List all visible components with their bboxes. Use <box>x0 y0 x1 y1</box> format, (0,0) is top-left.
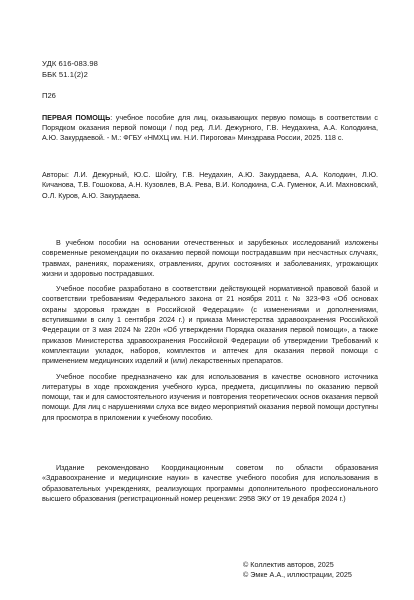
authors-list: Авторы: Л.И. Дежурный, Ю.С. Шойгу, Г.В. Неудахин, А.Ю. Закурдаева, А.А. Колодкин, Л.Ю. Кичанова, Т.В. Гошокова, А.Н. Кузовлев, В.А. Рева, В.И. Колодкина, С.А. Гуменюк, А.И. Махновский, О.Л. Куров, А.Ю. Закурдаева. <box>42 170 378 200</box>
copyright-line: © Эмке А.А., иллюстрации, 2025 <box>243 570 352 579</box>
abstract-paragraph: Учебное пособие разработано в соответствии действующей нормативной правовой базой и соответствии требованиям Федерального закона от 21 ноября 2011 г. № 323-ФЗ «Об основах охраны здоровья граждан в Российской Федерации» (с изменениями и дополнениями, вступившими в силу 1 сентября 2024 г.) и приказа Министерства здравоохранения Российской Федерации от 3 мая 2024 № 220н «Об утверждении Порядка оказания первой помощи», а также приказов Министерства здравоохранения Российской Федерации об утверждении Требований к комплектации укладок, наборов, комплектов и аптечек для оказания первой помощи с применением медицинских изделий и (или) лекарственных препаратов. <box>42 284 378 366</box>
udk-code: УДК 616-083.98 <box>42 59 98 68</box>
abstract-paragraph: В учебном пособии на основании отечественных и зарубежных исследований изложены современные рекомендации по оказанию первой помощи пострадавшим при несчастных случаях, травмах, ранениях, поражениях, отравлениях, других состояниях и заболеваниях, угрожающих жизни и здоровью пострадавших. <box>42 238 378 278</box>
bibliographic-details: : учебное пособие для лиц, оказывающих первую помощь в соответствии с Порядком оказания первой помощи / под ред. Л.И. Дежурного, Г.В. Неудахина, А.А. Колодкина, А.Ю. Закурдаевой. - М.: ФГБУ «НМХЦ им. Н.И. Пирогова» Минздрава России, 2025. 118 с. <box>42 113 379 142</box>
approval-paragraph: Издание рекомендовано Координационным советом по области образования «Здравоохранение и медицинские науки» в качестве учебного пособия для использования в образовательных учреждениях, реализующих программы дополнительного профессионального высшего образования (регистрационный номер рецензии: 2958 ЭКУ от 19 декабря 2024 г.) <box>42 463 378 503</box>
abstract-paragraph: Учебное пособие предназначено как для использования в качестве основного источника литературы в ходе прохождения учебного курса, предмета, дисциплины по оказанию первой помощи, так и для самостоятельного изучения и повторения теоретических основ оказания первой помощи. Для лиц с нарушениями слуха все видео мероприятий оказания первой помощи доступны для просмотра в приложении к учебному пособию. <box>42 371 378 422</box>
copyright-line: © Коллектив авторов, 2025 <box>243 560 334 569</box>
approval-note <box>42 463 378 504</box>
author-mark: П26 <box>42 91 56 100</box>
book-title: ПЕРВАЯ ПОМОЩЬ <box>42 113 111 122</box>
classification-codes <box>42 58 98 80</box>
bbk-code: ББК 51.1(2)2 <box>42 70 88 79</box>
bibliographic-description <box>42 113 378 143</box>
abstract <box>42 238 378 428</box>
copyright-block <box>243 560 352 580</box>
